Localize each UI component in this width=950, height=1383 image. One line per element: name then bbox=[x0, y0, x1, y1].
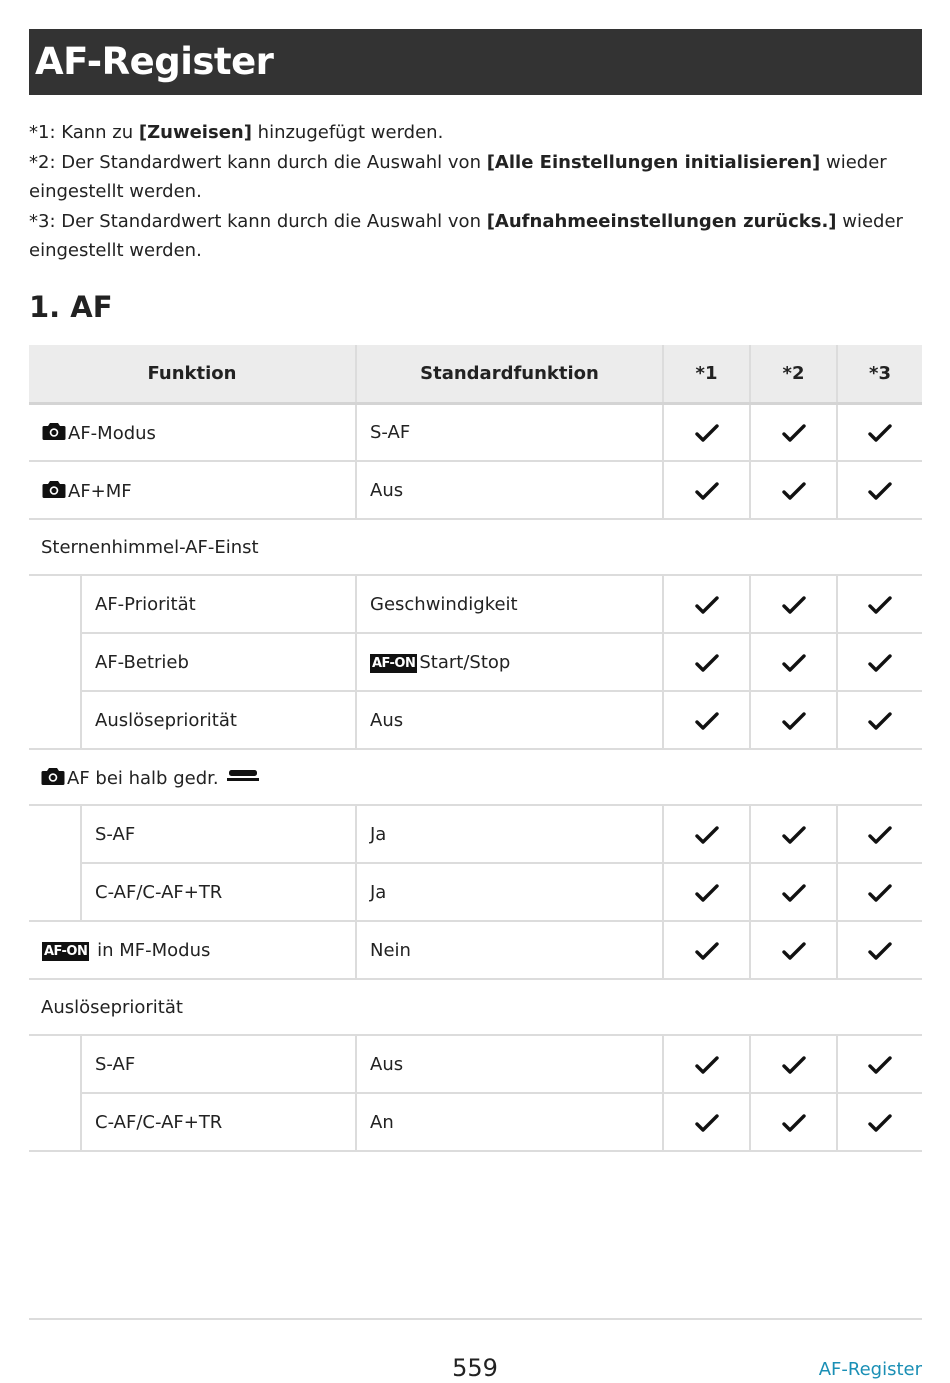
row-label: C-AF/C-AF+TR bbox=[81, 1093, 356, 1151]
checkmark-icon bbox=[782, 481, 806, 501]
checkmark-icon bbox=[782, 941, 806, 961]
table-row bbox=[29, 1093, 922, 1151]
row-value: Aus bbox=[356, 461, 663, 519]
check-cell bbox=[837, 805, 922, 863]
table-row bbox=[29, 691, 922, 749]
shutter-half-press-icon bbox=[227, 770, 259, 782]
checkmark-icon bbox=[695, 595, 719, 615]
checkmark-icon bbox=[868, 883, 892, 903]
check-cell bbox=[750, 1035, 837, 1093]
checkmark-icon bbox=[782, 1055, 806, 1075]
check-cell bbox=[663, 403, 750, 461]
checkmark-icon bbox=[695, 423, 719, 443]
check-cell bbox=[837, 1093, 922, 1151]
check-cell bbox=[837, 691, 922, 749]
header-note-3: *3 bbox=[837, 345, 922, 403]
checkmark-icon bbox=[868, 941, 892, 961]
table-row bbox=[29, 1035, 922, 1093]
note-bold: [Zuweisen] bbox=[138, 122, 252, 143]
check-cell bbox=[837, 575, 922, 633]
indent-cell bbox=[29, 863, 81, 921]
check-cell bbox=[837, 633, 922, 691]
row-label: AF-Priorität bbox=[81, 575, 356, 633]
note-text: wieder eingestellt werden. bbox=[29, 210, 903, 261]
table-group-row bbox=[29, 519, 922, 575]
header-funktion: Funktion bbox=[29, 345, 356, 403]
row-label: C-AF/C-AF+TR bbox=[81, 863, 356, 921]
indent-cell bbox=[29, 575, 81, 633]
section-heading: 1. AF bbox=[29, 290, 113, 324]
group-label-text: AF bei halb gedr. bbox=[67, 767, 219, 789]
check-cell bbox=[750, 461, 837, 519]
table-row bbox=[29, 575, 922, 633]
row-value-text: Start/Stop bbox=[419, 651, 511, 673]
footnote-3 bbox=[29, 207, 922, 266]
check-cell bbox=[663, 921, 750, 979]
row-value: Aus bbox=[356, 691, 663, 749]
checkmark-icon bbox=[782, 653, 806, 673]
check-cell bbox=[837, 461, 922, 519]
checkmark-icon bbox=[868, 481, 892, 501]
checkmark-icon bbox=[868, 825, 892, 845]
checkmark-icon bbox=[782, 423, 806, 443]
checkmark-icon bbox=[782, 1113, 806, 1133]
row-value bbox=[356, 633, 663, 691]
check-cell bbox=[750, 1093, 837, 1151]
group-label: Sternenhimmel-AF-Einst bbox=[29, 519, 922, 575]
header-note-1: *1 bbox=[663, 345, 750, 403]
check-cell bbox=[663, 461, 750, 519]
check-cell bbox=[837, 863, 922, 921]
check-cell bbox=[663, 805, 750, 863]
check-cell bbox=[750, 921, 837, 979]
check-cell bbox=[750, 863, 837, 921]
row-value: Ja bbox=[356, 805, 663, 863]
af-settings-table bbox=[29, 345, 922, 1152]
checkmark-icon bbox=[782, 595, 806, 615]
row-label bbox=[29, 403, 356, 461]
table-row bbox=[29, 461, 922, 519]
check-cell bbox=[663, 691, 750, 749]
row-value: S-AF bbox=[356, 403, 663, 461]
table-header-row bbox=[29, 345, 922, 403]
checkmark-icon bbox=[782, 711, 806, 731]
footnotes bbox=[29, 118, 922, 266]
section-link[interactable]: AF-Register bbox=[818, 1359, 922, 1380]
checkmark-icon bbox=[695, 711, 719, 731]
checkmark-icon bbox=[695, 1113, 719, 1133]
table-row bbox=[29, 403, 922, 461]
note-text: hinzugefügt werden. bbox=[251, 122, 444, 143]
note-bold: [Aufnahmeeinstellungen zurücks.] bbox=[486, 210, 837, 232]
af-on-button-icon: AF-ON bbox=[372, 655, 416, 671]
note-text: wieder eingestellt werden. bbox=[29, 151, 887, 202]
checkmark-icon bbox=[695, 481, 719, 501]
checkmark-icon bbox=[695, 653, 719, 673]
table-row bbox=[29, 863, 922, 921]
checkmark-icon bbox=[695, 825, 719, 845]
checkmark-icon bbox=[782, 825, 806, 845]
row-value: Geschwindigkeit bbox=[356, 575, 663, 633]
camera-icon bbox=[42, 479, 66, 499]
row-label-text: AF-Modus bbox=[68, 422, 156, 444]
group-label bbox=[29, 749, 922, 805]
table-row bbox=[29, 805, 922, 863]
checkmark-icon bbox=[782, 883, 806, 903]
note-bold: [Alle Einstellungen initialisieren] bbox=[486, 151, 821, 173]
table-group-row bbox=[29, 979, 922, 1035]
checkmark-icon bbox=[695, 1055, 719, 1075]
camera-icon bbox=[42, 421, 66, 441]
indent-cell bbox=[29, 1035, 81, 1093]
check-cell bbox=[750, 691, 837, 749]
row-label-text: in MF-Modus bbox=[91, 939, 211, 961]
check-cell bbox=[663, 1035, 750, 1093]
af-on-button-icon: AF-ON bbox=[44, 943, 88, 959]
check-cell bbox=[663, 1093, 750, 1151]
check-cell bbox=[837, 921, 922, 979]
checkmark-icon bbox=[695, 883, 719, 903]
page-title: AF-Register bbox=[29, 29, 922, 95]
check-cell bbox=[663, 633, 750, 691]
row-label bbox=[29, 461, 356, 519]
row-label bbox=[29, 921, 356, 979]
checkmark-icon bbox=[695, 941, 719, 961]
check-cell bbox=[750, 805, 837, 863]
row-label-text: AF+MF bbox=[68, 480, 132, 502]
note-text: *1: Kann zu bbox=[29, 122, 139, 143]
table-row bbox=[29, 921, 922, 979]
checkmark-icon bbox=[868, 1113, 892, 1133]
checkmark-icon bbox=[868, 423, 892, 443]
checkmark-icon bbox=[868, 711, 892, 731]
row-label: S-AF bbox=[81, 805, 356, 863]
indent-cell bbox=[29, 1093, 81, 1151]
table-group-row bbox=[29, 749, 922, 805]
camera-icon bbox=[41, 766, 65, 786]
header-note-2: *2 bbox=[750, 345, 837, 403]
check-cell bbox=[750, 575, 837, 633]
header-standardfunktion: Standardfunktion bbox=[356, 345, 663, 403]
check-cell bbox=[663, 863, 750, 921]
indent-cell bbox=[29, 633, 81, 691]
table-row bbox=[29, 633, 922, 691]
row-value: Ja bbox=[356, 863, 663, 921]
note-text: *3: Der Standardwert kann durch die Auswahl von bbox=[29, 210, 487, 232]
row-label: Auslösepriorität bbox=[81, 691, 356, 749]
check-cell bbox=[750, 633, 837, 691]
footnote-1 bbox=[29, 118, 922, 148]
page-number: 559 bbox=[452, 1354, 498, 1382]
group-label: Auslösepriorität bbox=[29, 979, 922, 1035]
footnote-2 bbox=[29, 148, 922, 207]
row-label: AF-Betrieb bbox=[81, 633, 356, 691]
checkmark-icon bbox=[868, 1055, 892, 1075]
note-text: *2: Der Standardwert kann durch die Auswahl von bbox=[29, 151, 487, 173]
row-value: An bbox=[356, 1093, 663, 1151]
checkmark-icon bbox=[868, 653, 892, 673]
indent-cell bbox=[29, 691, 81, 749]
checkmark-icon bbox=[868, 595, 892, 615]
row-value: Aus bbox=[356, 1035, 663, 1093]
check-cell bbox=[750, 403, 837, 461]
footer-divider bbox=[29, 1318, 922, 1320]
row-label: S-AF bbox=[81, 1035, 356, 1093]
check-cell bbox=[837, 403, 922, 461]
indent-cell bbox=[29, 805, 81, 863]
row-value: Nein bbox=[356, 921, 663, 979]
check-cell bbox=[837, 1035, 922, 1093]
check-cell bbox=[663, 575, 750, 633]
